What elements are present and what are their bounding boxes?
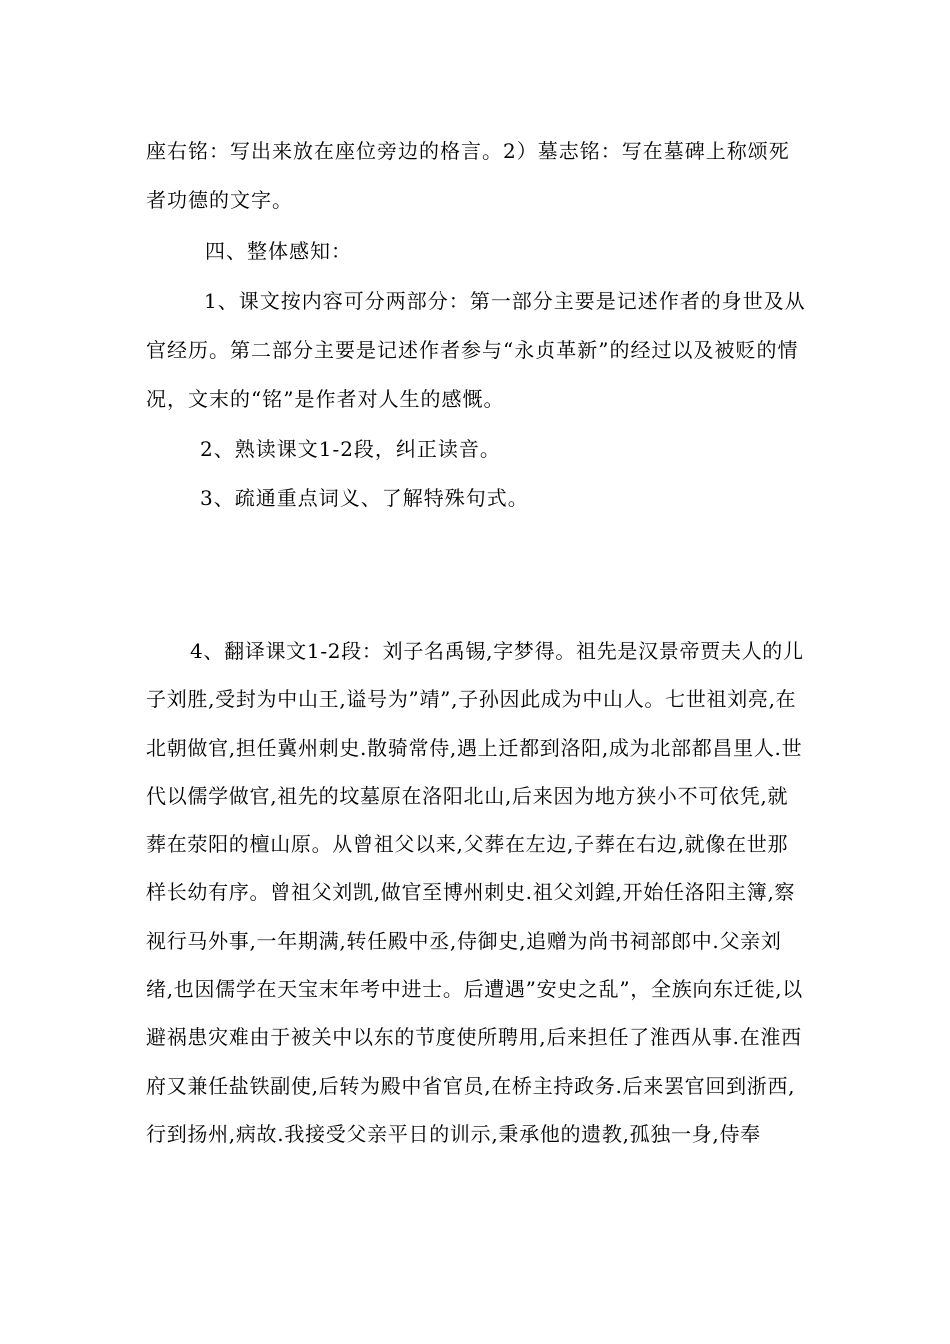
paragraph-translation: 4、翻译课文1-2段：刘子名禹锡,字梦得。祖先是汉景帝贾夫人的儿子刘胜,受封为中山王,谥号为”靖”,子孙因此成为中山人。七世祖刘亮,在北朝做官,担任冀州刺史.散骑常侍,遇上迁都到洛阳,成为北部都昌里人.世代以儒学做官,祖先的坟墓原在洛阳北山,后来因为地方狭小不可依凭,就葬在荥阳的檀山原。从曾祖父以来,父葬在左边,子葬在右边,就像在世那样长幼有序。曾祖父刘凯,做官至博州刺史.祖父刘鍠,开始任洛阳主簿,察视行马外事,一年期满,转任殿中丞,侍御史,追赠为尚书祠部郎中.父亲刘绪,也因儒学在天宝末年考中进士。后遭遇”安史之乱”，全族向东迁徙,以避祸患灾难由于被关中以东的节度使所聘用,后来担任了淮西从事.在淮西府又兼任盐铁副使,后转为殿中省官员,在桥主持政务.后来罢官回到浙西,行到扬州,病故.我接受父亲平日的训示,秉承他的遗教,孤独一身,侍奉 xyxy=(146,639,804,1146)
paragraph-structure-summary: 1、课文按内容可分两部分：第一部分主要是记述作者的身世及从官经历。第二部分主要是记述作者参与“永贞革新”的经过以及被贬的情况，文末的“铭”是作者对人生的感慨。 xyxy=(146,289,806,411)
paragraph-vocabulary-task: 3、疏通重点词义、了解特殊句式。 xyxy=(200,486,529,510)
paragraph-motto-definitions: 座右铭：写出来放在座位旁边的格言。2）墓志铭：写在墓碑上称颂死者功德的文字。 xyxy=(146,139,790,212)
paragraph-reading-task: 2、熟读课文1-2段，纠正读音。 xyxy=(200,437,501,461)
section-heading-overall-perception: 四、整体感知： xyxy=(205,239,352,263)
